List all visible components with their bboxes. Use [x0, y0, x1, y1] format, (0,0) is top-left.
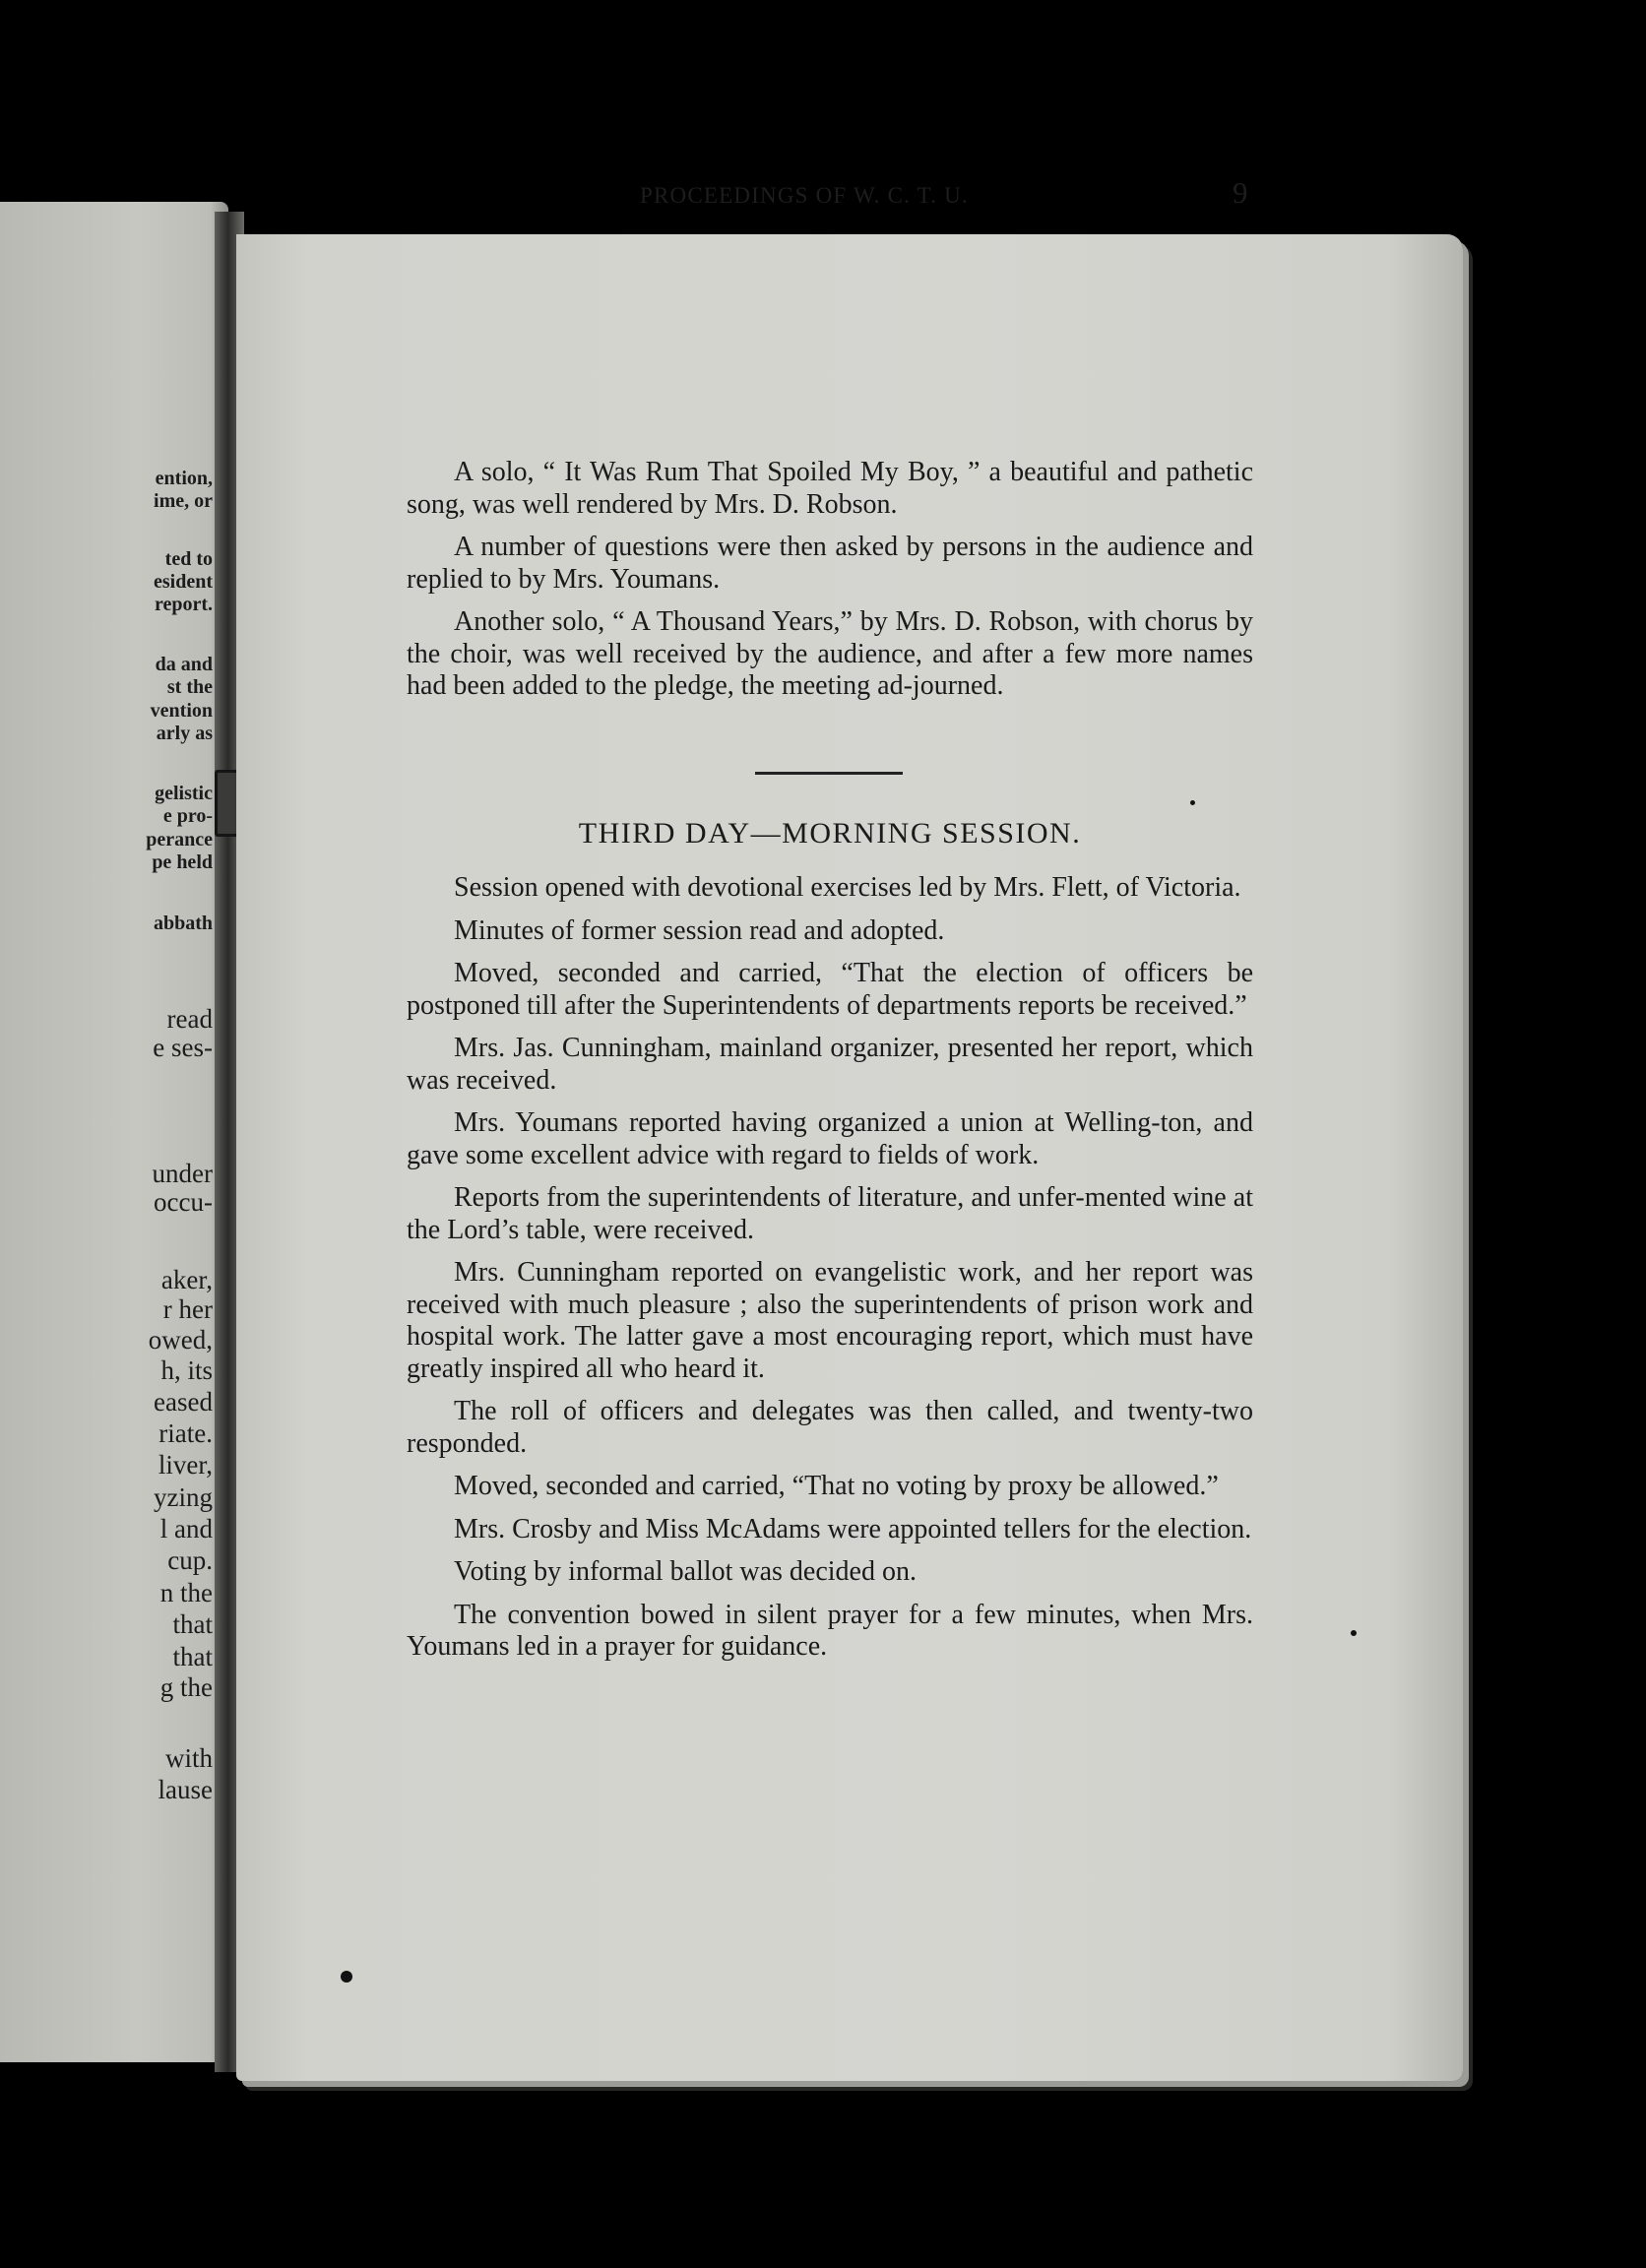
left-page-fragment: da and	[155, 654, 213, 675]
left-page-fragment: gelistic	[155, 783, 213, 804]
left-page-fragment: eased	[154, 1387, 213, 1417]
paragraph: Moved, seconded and carried, “That the election of officers be postponed till after the Superintendents of departments reports be received.”	[407, 958, 1253, 1021]
paragraph: Mrs. Crosby and Miss McAdams were appointed tellers for the election.	[454, 1513, 1252, 1544]
paragraph: Mrs. Jas. Cunningham, mainland organizer, presented her report, which was received.	[407, 1033, 1253, 1096]
paragraph: The convention bowed in silent prayer for a few minutes, when Mrs. Youmans led in a prayer for guidance.	[407, 1599, 1253, 1662]
left-page-fragment: yzing	[154, 1482, 213, 1512]
page-number: 9	[1233, 175, 1248, 210]
left-page-fragment: r her	[162, 1294, 213, 1324]
left-page-fragment: pe held	[152, 851, 213, 873]
left-page-fragment: vention	[150, 700, 213, 722]
section-heading: THIRD DAY—MORNING SESSION.	[578, 817, 1082, 850]
left-page-fragment: esident	[154, 571, 213, 593]
left-page-fragment: riate.	[158, 1418, 213, 1448]
paragraph: The roll of officers and delegates was then called, and twenty-two responded.	[407, 1396, 1253, 1459]
paragraph: A solo, “ It Was Rum That Spoiled My Boy, ” a beautiful and pathetic song, was well rendered by Mrs. D. Robson.	[407, 457, 1253, 520]
paragraph: Reports from the superintendents of literature, and unfer-mented wine at the Lord’s table, were received.	[407, 1182, 1253, 1245]
left-page-fragment: e pro-	[162, 805, 213, 827]
left-facing-page	[0, 202, 228, 2062]
paragraph: Moved, seconded and carried, “That no voting by proxy be allowed.”	[454, 1471, 1219, 1501]
left-page-fragment: report.	[154, 594, 213, 615]
left-page-fragment: n the	[159, 1578, 213, 1607]
session-paragraphs	[407, 872, 1253, 1674]
left-page-fragment: g the	[159, 1672, 213, 1702]
section-divider-rule	[755, 772, 903, 775]
paragraph: Voting by informal ballot was decided on.	[454, 1556, 917, 1587]
left-page-fragment: ention,	[155, 468, 213, 489]
left-page-fragment: read	[166, 1004, 213, 1034]
ink-speck	[1190, 800, 1195, 805]
left-page-fragment: ime, or	[154, 490, 213, 512]
left-page-fragment: liver,	[158, 1450, 213, 1480]
left-page-fragment: abbath	[153, 913, 213, 934]
paragraph: Another solo, “ A Thousand Years,” by Mrs. D. Robson, with chorus by the choir, was well received by the audience, and after a few more names had been added to the pledge, the meeting ad-journed.	[407, 606, 1253, 701]
paragraph: Mrs. Cunningham reported on evangelistic work, and her report was received with much pleasure ; also the superintendents of prison work and hospital work. The latter gave a most encouraging report, which must have greatly inspired all who heard it.	[407, 1257, 1253, 1384]
left-page-fragment: st the	[166, 676, 213, 698]
running-head: PROCEEDINGS OF W. C. T. U.	[640, 183, 969, 208]
ink-speck	[1351, 1630, 1357, 1636]
top-paragraphs	[407, 457, 1253, 714]
left-page-fragment: h, its	[160, 1355, 213, 1385]
left-page-fragment: ted to	[164, 548, 213, 570]
left-page-fragment: arly as	[156, 723, 213, 744]
left-page-fragment: owed,	[148, 1325, 213, 1354]
paragraph: Session opened with devotional exercises led by Mrs. Flett, of Victoria.	[454, 872, 1241, 903]
left-page-fragment: with	[164, 1743, 213, 1773]
left-page-fragment: that	[172, 1642, 213, 1671]
left-page-fragment: under	[152, 1159, 213, 1188]
left-page-fragment: perance	[146, 829, 213, 850]
left-page-fragment: l and	[159, 1514, 213, 1544]
left-page-fragment: that	[172, 1609, 213, 1639]
left-page-fragment: aker,	[160, 1265, 213, 1294]
page-header	[404, 175, 1256, 215]
left-page-fragment: cup.	[167, 1545, 213, 1575]
ink-speck	[341, 1971, 352, 1983]
left-page-fragment: e ses-	[153, 1033, 213, 1062]
left-page-fragment: lause	[158, 1775, 213, 1804]
paragraph: Minutes of former session read and adopted.	[454, 914, 945, 946]
paragraph: Mrs. Youmans reported having organized a union at Welling-ton, and gave some excellent advice with regard to fields of work.	[407, 1107, 1253, 1170]
left-page-fragment: occu-	[154, 1187, 213, 1217]
paragraph: A number of questions were then asked by persons in the audience and replied to by Mrs. Youmans.	[407, 532, 1253, 595]
